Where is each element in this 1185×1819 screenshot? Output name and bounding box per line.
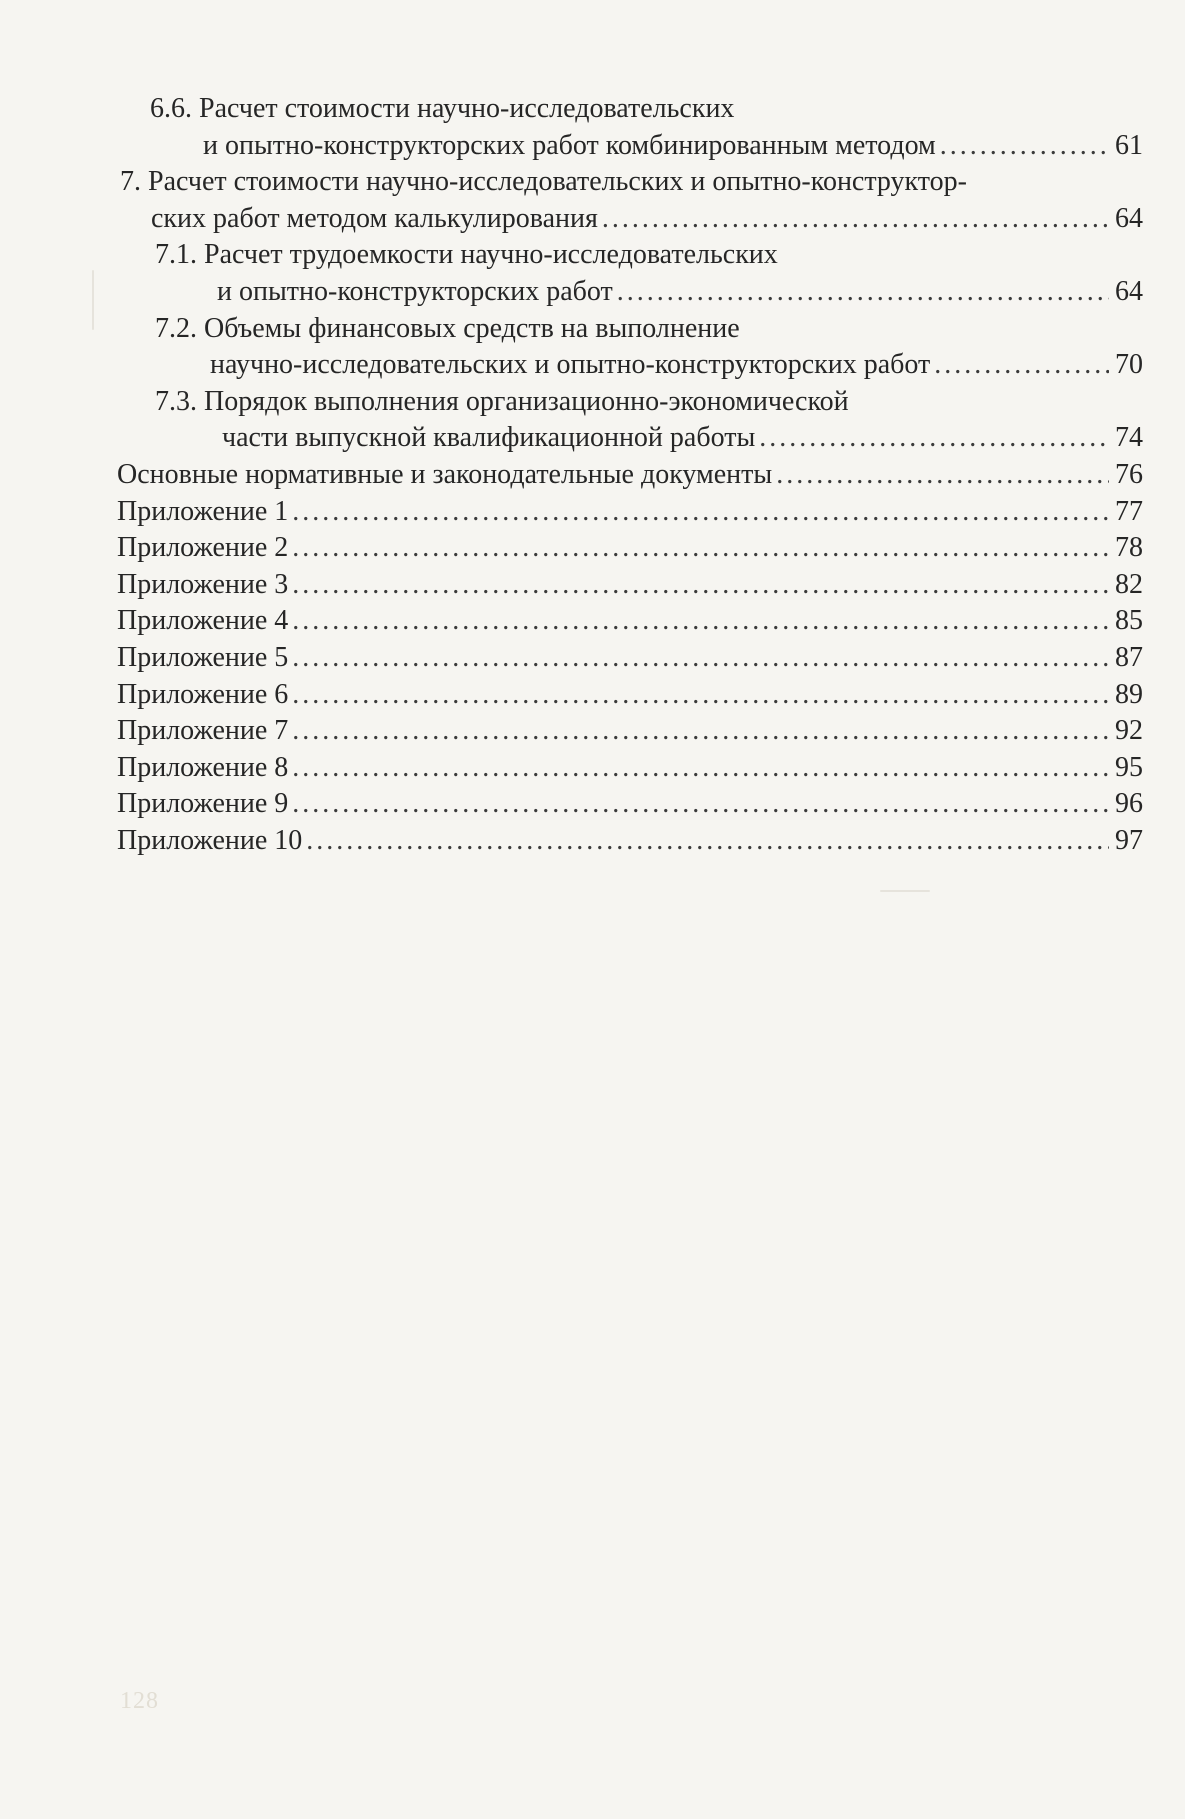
toc-entry-text: Приложение 9 (117, 788, 289, 820)
dot-leader (759, 420, 1109, 457)
toc-entry-text: части выпускной квалификационной работы (222, 422, 756, 454)
toc-entry-text: Приложение 4 (117, 605, 289, 637)
toc-page-number: 74 (1115, 422, 1143, 454)
toc-entry-text: Основные нормативные и законодательные документы (117, 458, 773, 490)
toc-page-number: 97 (1115, 824, 1143, 856)
scan-artifact (880, 890, 930, 892)
toc-page-number: 77 (1115, 495, 1143, 527)
dot-leader (306, 823, 1109, 860)
table-of-contents (117, 91, 1143, 859)
toc-page-number: 70 (1115, 349, 1143, 381)
toc-entry-text: Приложение 1 (117, 495, 289, 527)
dot-leader (292, 640, 1109, 677)
dot-leader (292, 567, 1109, 604)
page-number: 128 (120, 1688, 159, 1714)
toc-entry-text: Приложение 3 (117, 568, 289, 600)
toc-entry-7-1 (217, 274, 1143, 311)
dot-leader (940, 128, 1109, 165)
dot-leader (602, 201, 1109, 238)
toc-entry-text: 7.2. Объемы финансовых средств на выполнение (155, 312, 740, 344)
dot-leader (934, 347, 1109, 384)
toc-page-number: 78 (1115, 532, 1143, 564)
toc-entry-7-line1 (117, 164, 1143, 201)
toc-entry-text: Приложение 2 (117, 532, 289, 564)
toc-entry-appendix (117, 494, 1143, 531)
dot-leader (292, 786, 1109, 823)
toc-page-number: 92 (1115, 715, 1143, 747)
toc-entry-text: 7.1. Расчет трудоемкости научно-исследовательских (155, 239, 778, 271)
toc-entry-7-1-line1 (117, 237, 1143, 274)
dot-leader (292, 750, 1109, 787)
dot-leader (292, 677, 1109, 714)
toc-page-number: 82 (1115, 568, 1143, 600)
dot-leader (617, 274, 1109, 311)
toc-page-number: 76 (1115, 458, 1143, 490)
toc-entry-7-2 (210, 347, 1143, 384)
toc-entry-text: 7.3. Порядок выполнения организационно-экономической (155, 385, 849, 417)
toc-entry-appendix (117, 640, 1143, 677)
toc-entry-text: научно-исследовательских и опытно-конструкторских работ (210, 349, 931, 381)
toc-entry-appendix (117, 567, 1143, 604)
toc-entry-documents (117, 457, 1143, 494)
toc-page-number: 87 (1115, 641, 1143, 673)
toc-page-number: 61 (1115, 129, 1143, 161)
toc-page-number: 64 (1115, 202, 1143, 234)
scan-artifact (92, 270, 94, 330)
toc-page-number: 85 (1115, 605, 1143, 637)
toc-entry-text: Приложение 8 (117, 751, 289, 783)
dot-leader (292, 603, 1109, 640)
toc-entry-appendix (117, 677, 1143, 714)
dot-leader (776, 457, 1109, 494)
toc-entry-6-6 (203, 128, 1143, 165)
toc-entry-appendix (117, 530, 1143, 567)
dot-leader (292, 494, 1109, 531)
dot-leader (292, 713, 1109, 750)
toc-entry-7-2-line1 (117, 311, 1143, 348)
toc-entry-appendix (117, 750, 1143, 787)
toc-entry-7 (151, 201, 1143, 238)
dot-leader (292, 530, 1109, 567)
toc-page-number: 64 (1115, 275, 1143, 307)
toc-entry-text: Приложение 5 (117, 641, 289, 673)
toc-page-number: 96 (1115, 788, 1143, 820)
toc-entry-appendix (117, 786, 1143, 823)
toc-entry-text: и опытно-конструкторских работ (217, 275, 613, 307)
toc-entry-7-3-line1 (117, 384, 1143, 421)
toc-entry-appendix (117, 823, 1143, 860)
toc-entry-text: и опытно-конструкторских работ комбинированным методом (203, 129, 936, 161)
toc-entry-appendix (117, 713, 1143, 750)
toc-page-number: 95 (1115, 751, 1143, 783)
toc-entry-7-3 (222, 420, 1143, 457)
toc-entry-text: 7. Расчет стоимости научно-исследовательских и опытно-конструктор- (120, 166, 967, 198)
toc-entry-appendix (117, 603, 1143, 640)
toc-page-number: 89 (1115, 678, 1143, 710)
toc-entry-text: ских работ методом калькулирования (151, 202, 598, 234)
toc-entry-text: Приложение 6 (117, 678, 289, 710)
toc-entry-6-6-line1 (117, 91, 1143, 128)
toc-entry-text: 6.6. Расчет стоимости научно-исследовательских (150, 93, 735, 124)
toc-entry-text: Приложение 10 (117, 824, 303, 856)
toc-entry-text: Приложение 7 (117, 715, 289, 747)
